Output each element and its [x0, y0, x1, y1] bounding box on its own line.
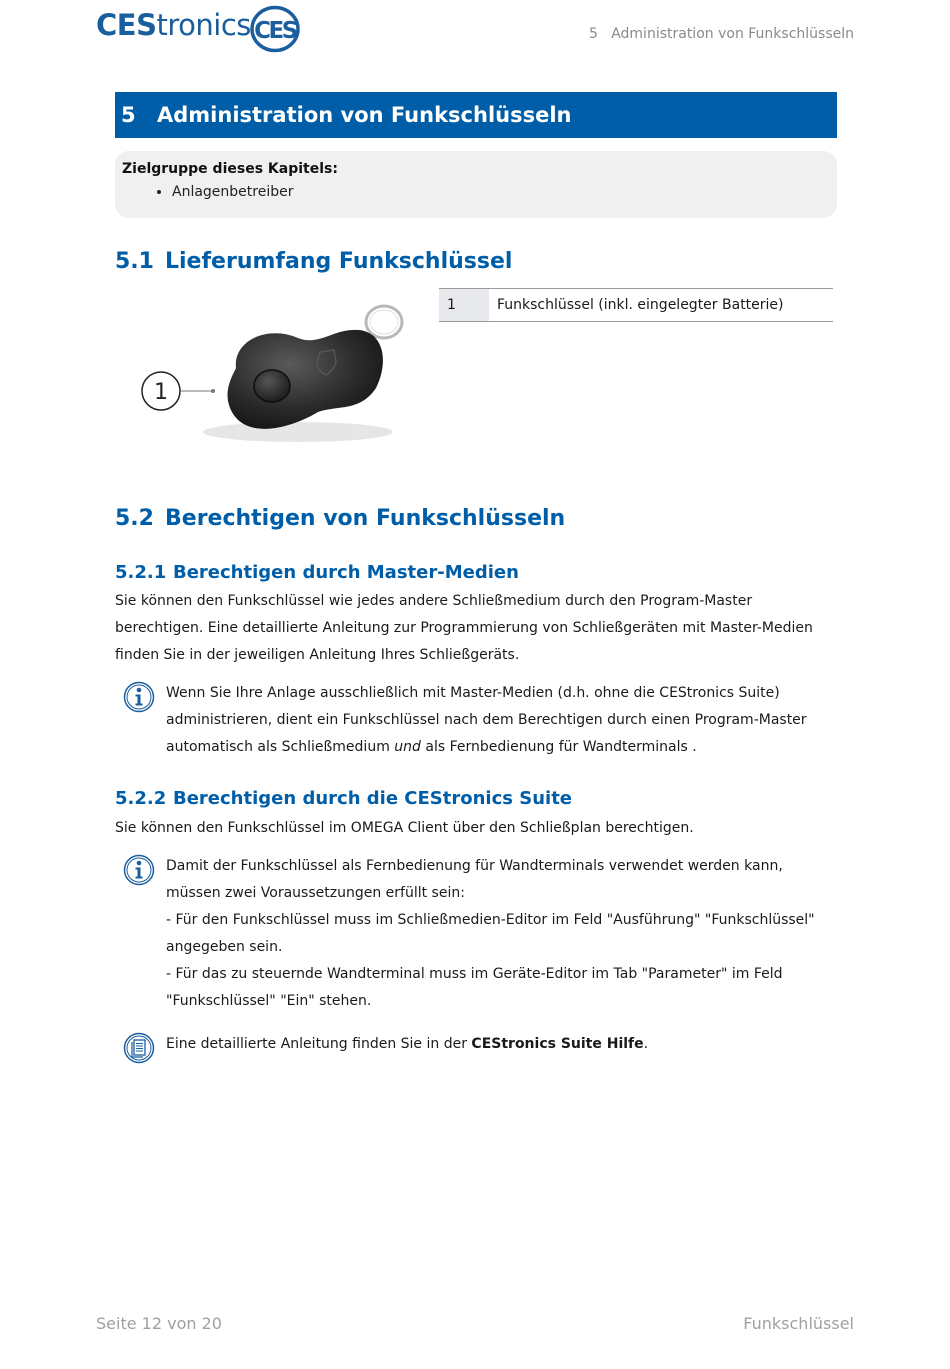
part-index: 1	[439, 289, 489, 322]
note-line: - Für den Funkschlüssel muss im Schließmedien-Editor im Feld "Ausführung" "Funkschlüssel" angegeben sein.	[166, 912, 815, 955]
running-header-title: 5 Administration von Funkschlüsseln	[588, 26, 854, 42]
info-icon	[123, 681, 155, 713]
section-heading-5-2-1: 5.2.1 Berechtigen durch Master-Medien	[115, 562, 519, 583]
chapter-title: Administration von Funkschlüsseln	[157, 103, 572, 127]
note-help-reference: Eine detaillierte Anleitung finden Sie in der CEStronics Suite Hilfe.	[166, 1036, 649, 1052]
remote-key-fob-image	[138, 300, 418, 450]
audience-item: • Anlagenbetreiber	[172, 184, 830, 200]
note-master-media: Wenn Sie Ihre Anlage ausschließlich mit Master-Medien (d.h. ohne die CEStronics Suite) administrieren, dient ein Funkschlüssel nach dem Berechtigen durch einen Program-Master automatisch als Schließmedium und als Fernbedienung für Wandterminals .	[166, 685, 807, 755]
document-reference-icon	[123, 1032, 155, 1064]
page-number: Seite 12 von 20	[96, 1314, 222, 1333]
chapter-number: 5	[121, 103, 136, 127]
chapter-banner	[115, 92, 837, 138]
paragraph-suite: Sie können den Funkschlüssel im OMEGA Client über den Schließplan berechtigen.	[115, 820, 694, 836]
document-title-footer: Funkschlüssel	[743, 1314, 854, 1333]
audience-box	[115, 151, 837, 218]
section-heading-5-2: 5.2 Berechtigen von Funkschlüsseln	[115, 506, 566, 531]
note-line: - Für das zu steuernde Wandterminal muss im Geräte-Editor im Tab "Parameter" im Feld "Funkschlüssel" "Ein" stehen.	[166, 966, 783, 1009]
section-heading-5-1: 5.1 Lieferumfang Funkschlüssel	[115, 249, 513, 274]
parts-table	[439, 288, 833, 322]
info-icon	[123, 854, 155, 886]
paragraph-master-media: Sie können den Funkschlüssel wie jedes andere Schließmedium durch den Program-Master berechtigen. Eine detaillierte Anleitung zur Programmierung von Schließgeräten mit Master-Medien finden Sie in der jeweiligen Anleitung Ihres Schließgeräts.	[115, 593, 813, 663]
help-link-text: CEStronics Suite Hilfe	[471, 1036, 644, 1052]
svg-text:CES: CES	[254, 18, 296, 44]
callout-number: 1	[154, 380, 168, 405]
table-row	[439, 289, 833, 322]
brand-logo-wordmark: CEStronics	[96, 8, 251, 42]
section-heading-5-2-2: 5.2.2 Berechtigen durch die CEStronics Suite	[115, 788, 573, 809]
note-suite-requirements	[166, 853, 826, 1015]
ces-logo-icon	[249, 5, 301, 53]
audience-label: Zielgruppe dieses Kapitels:	[122, 161, 338, 177]
audience-list	[122, 184, 830, 200]
note-line: Damit der Funkschlüssel als Fernbedienung für Wandterminals verwendet werden kann, müssen zwei Voraussetzungen erfüllt sein:	[166, 858, 783, 901]
part-description: Funkschlüssel (inkl. eingelegter Batterie)	[489, 289, 833, 322]
